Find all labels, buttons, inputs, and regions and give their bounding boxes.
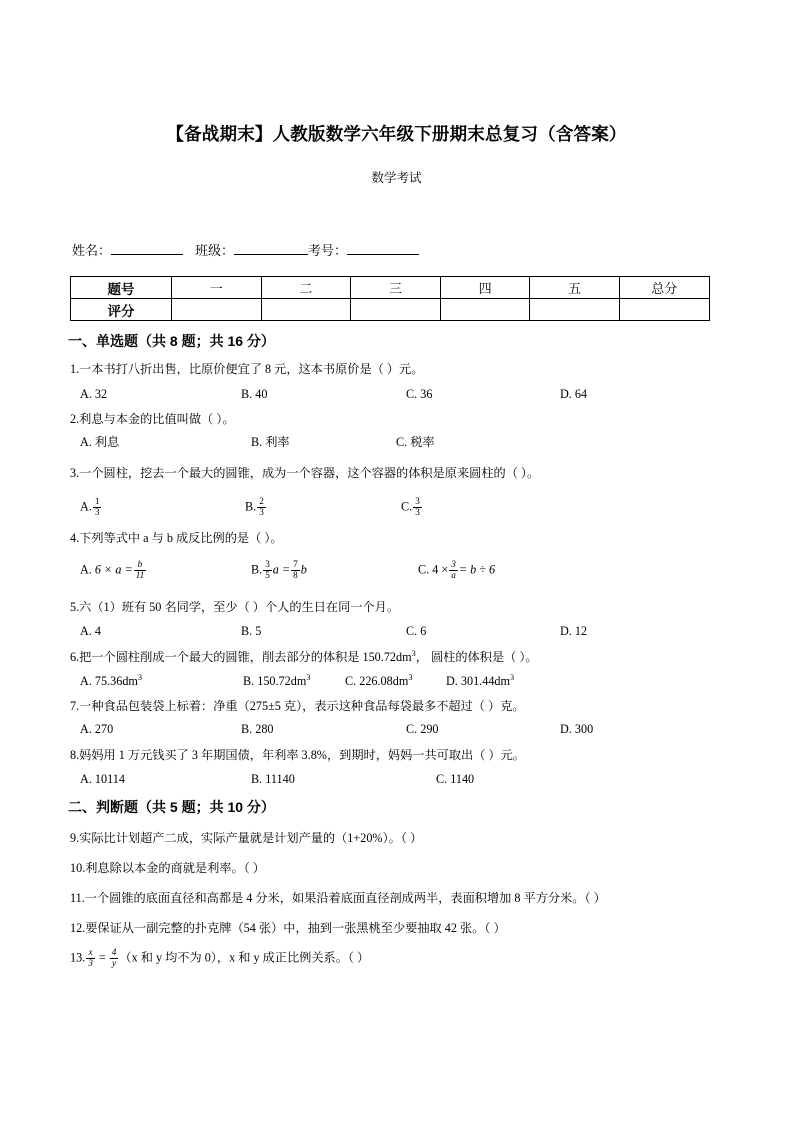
- fraction-denominator: a: [451, 569, 456, 580]
- q4-option-a-expression: 6 × a =: [94, 562, 133, 577]
- fraction-numerator: 3: [265, 559, 270, 569]
- q1-option-a[interactable]: A. 32: [80, 387, 108, 401]
- q3-option-c-label: C.: [401, 499, 413, 514]
- q6-option-d-exponent: 3: [509, 672, 515, 682]
- q4-option-c-tail: = b ÷ 6: [458, 562, 496, 577]
- fraction-numerator: b: [134, 560, 147, 571]
- score-table: [70, 276, 710, 321]
- question-3-stem: 3.一个圆柱，挖去一个最大的圆锥，成为一个容器，这个容器的体积是原来圆柱的（ ）。: [70, 466, 540, 480]
- fraction-denominator: 8: [293, 569, 298, 580]
- fraction-denominator: 3: [259, 506, 264, 517]
- question-11-stem: 11.一个圆锥的底面直径和高都是 4 分米，如果沿着底面直径剖成两半，表面积增加 8 平方分米。（ ）: [70, 891, 606, 905]
- q4-option-c[interactable]: [418, 560, 495, 580]
- question-1-stem: 1.一本书打八折出售，比原价便宜了 8 元，这本书原价是（ ）元。: [70, 362, 424, 376]
- q8-option-b[interactable]: B. 11140: [251, 772, 295, 786]
- question-4-options: [0, 560, 793, 582]
- fraction-denominator: 3: [415, 506, 420, 517]
- question-5-options: [0, 625, 793, 647]
- q1-option-d[interactable]: D. 64: [560, 387, 588, 401]
- question-6-stem-pre: 6.把一个圆柱削成一个最大的圆锥，削去部分的体积是 150.72dm: [70, 650, 412, 664]
- exam-no-label: 考号：: [308, 243, 348, 258]
- question-12-stem: 12.要保证从一副完整的扑克牌（54 张）中，抽到一张黑桃至少要抽取 42 张。（ ）: [70, 921, 506, 935]
- score-col-4: 四: [440, 277, 530, 299]
- fraction-denominator: 3: [94, 506, 100, 517]
- q6-option-a[interactable]: [80, 672, 143, 688]
- q3-option-c-fraction: [413, 497, 422, 517]
- question-13-stem: [70, 948, 369, 968]
- q4-option-b-label: B.: [251, 562, 263, 577]
- q3-option-b-label: B.: [245, 499, 257, 514]
- fraction-numerator: 3: [451, 559, 456, 569]
- page-title: 【备战期末】人教版数学六年级下册期末总复习（含答案）: [166, 124, 627, 144]
- q2-option-c[interactable]: C. 税率: [396, 435, 435, 449]
- question-7-stem: 7.一种食品包装袋上标着：净重（275±5 克），表示这种食品每袋最多不超过（ ）克。: [70, 699, 525, 713]
- q4-option-c-fraction: [449, 560, 458, 580]
- q1-option-c[interactable]: C. 36: [406, 387, 433, 401]
- q2-option-b[interactable]: B. 利率: [251, 435, 290, 449]
- row-label-score: 评分: [71, 299, 172, 321]
- score-cell-2[interactable]: [261, 299, 351, 321]
- score-cell-total[interactable]: [619, 299, 709, 321]
- exam-no-input-blank[interactable]: [347, 254, 419, 255]
- question-13-number: 13.: [70, 950, 86, 965]
- score-col-1: 一: [172, 277, 262, 299]
- q5-option-a[interactable]: A. 4: [80, 624, 101, 638]
- name-label: 姓名：: [72, 243, 112, 258]
- section-heading-true-false: 二、判断题（共 5 题；共 10 分）: [68, 799, 275, 815]
- q3-option-a-label: A.: [80, 499, 92, 514]
- q6-option-c-text: C. 226.08dm: [345, 674, 409, 688]
- score-cell-1[interactable]: [172, 299, 262, 321]
- question-4-stem: 4.下列等式中 a 与 b 成反比例的是（ ）。: [70, 531, 283, 545]
- q2-option-a[interactable]: A. 利息: [80, 435, 120, 449]
- score-cell-4[interactable]: [440, 299, 530, 321]
- fraction-numerator: 4: [111, 947, 117, 957]
- fraction-denominator: 11: [135, 569, 145, 580]
- question-7-options: [0, 723, 793, 745]
- q7-option-a[interactable]: A. 270: [80, 722, 114, 736]
- score-col-3: 三: [351, 277, 441, 299]
- q4-option-a-fraction: [134, 560, 147, 580]
- q4-option-b-tail: b: [300, 562, 307, 577]
- q13-equals-sign: =: [98, 950, 106, 965]
- fraction-numerator: x: [86, 948, 95, 959]
- q7-option-b[interactable]: B. 280: [241, 722, 274, 736]
- fraction-numerator: 7: [293, 559, 298, 569]
- q4-option-b-middle: a =: [272, 562, 291, 577]
- score-cell-3[interactable]: [351, 299, 441, 321]
- q7-option-d[interactable]: D. 300: [560, 722, 594, 736]
- q6-option-a-exponent: 3: [137, 672, 143, 682]
- question-2-stem: 2.利息与本金的比值叫做（ ）。: [70, 412, 235, 426]
- question-3-options: [0, 497, 793, 519]
- q13-fraction-2: [110, 948, 119, 968]
- q6-option-b-text: B. 150.72dm: [243, 674, 307, 688]
- q6-option-c-exponent: 3: [408, 672, 413, 682]
- question-2-options: [0, 436, 793, 458]
- class-input-blank[interactable]: [234, 254, 308, 255]
- fraction-denominator: y: [112, 957, 117, 968]
- question-9-stem: 9.实际比计划超产二成，实际产量就是计划产量的（1+20%）。（ ）: [70, 831, 423, 845]
- question-8-options: [0, 773, 793, 795]
- fraction-numerator: 2: [259, 496, 264, 506]
- fraction-numerator: 3: [415, 496, 420, 506]
- score-col-total: 总分: [619, 277, 709, 299]
- q6-option-b-exponent: 3: [306, 672, 311, 682]
- q5-option-b[interactable]: B. 5: [241, 624, 262, 638]
- q3-option-c[interactable]: [401, 497, 423, 517]
- q4-option-c-lead: 4 ×: [432, 562, 449, 577]
- fraction-denominator: 3: [88, 957, 93, 968]
- q6-option-b[interactable]: [243, 672, 311, 688]
- question-6-stem: [70, 650, 538, 665]
- q1-option-b[interactable]: B. 40: [241, 387, 268, 401]
- q4-option-a-label: A.: [80, 562, 92, 577]
- fraction-numerator: 1: [94, 496, 100, 506]
- name-input-blank[interactable]: [111, 254, 183, 255]
- q6-option-a-text: A. 75.36dm: [80, 674, 138, 688]
- q6-option-c[interactable]: [345, 672, 413, 688]
- question-10-stem: 10.利息除以本金的商就是利率。（ ）: [70, 861, 265, 875]
- q3-option-a[interactable]: [80, 497, 102, 517]
- fraction-denominator: 5: [265, 569, 270, 580]
- section-heading-multiple-choice: 一、单选题（共 8 题；共 16 分）: [68, 333, 275, 349]
- score-col-2: 二: [261, 277, 351, 299]
- q5-option-c[interactable]: C. 6: [406, 624, 427, 638]
- question-8-stem: 8.妈妈用 1 万元钱买了 3 年期国债，年利率 3.8%，到期时，妈妈一共可取出（ ）元。: [70, 748, 525, 762]
- q5-option-d[interactable]: D. 12: [560, 624, 588, 638]
- q13-tail-text: （x 和 y 均不为 0），x 和 y 成正比例关系。（ ）: [119, 950, 370, 965]
- q4-option-c-label: C.: [418, 562, 430, 577]
- score-col-5: 五: [530, 277, 620, 299]
- q3-option-b[interactable]: [245, 497, 267, 517]
- student-info-line: [72, 240, 419, 259]
- q4-option-a[interactable]: [80, 560, 147, 580]
- q3-option-a-fraction: [93, 497, 102, 517]
- table-row-question-numbers: [71, 277, 710, 299]
- q3-option-b-fraction: [257, 497, 266, 517]
- q13-fraction-1: [86, 948, 95, 968]
- q8-option-c[interactable]: C. 1140: [436, 772, 475, 786]
- question-6-options: [0, 672, 793, 697]
- q6-option-d[interactable]: [446, 672, 515, 688]
- q6-option-d-text: D. 301.44dm: [446, 674, 510, 688]
- q4-option-b-fraction-2: [291, 560, 300, 580]
- question-6-stem-post: ， 圆柱的体积是（ ）。: [415, 650, 538, 664]
- question-5-stem: 5.六（1）班有 50 名同学，至少（ ）个人的生日在同一个月。: [70, 600, 400, 614]
- score-cell-5[interactable]: [530, 299, 620, 321]
- row-label-question-no: 题号: [71, 277, 172, 299]
- q4-option-b[interactable]: [251, 560, 307, 580]
- page-subtitle: 数学考试: [371, 171, 422, 185]
- q4-option-b-fraction-1: [263, 560, 272, 580]
- class-label: 班级：: [195, 243, 235, 258]
- q8-option-a[interactable]: A. 10114: [80, 772, 125, 786]
- q7-option-c[interactable]: C. 290: [406, 722, 439, 736]
- table-row-scores: [71, 299, 710, 321]
- question-1-options: [0, 388, 793, 410]
- question-6-exponent: 3: [411, 648, 416, 658]
